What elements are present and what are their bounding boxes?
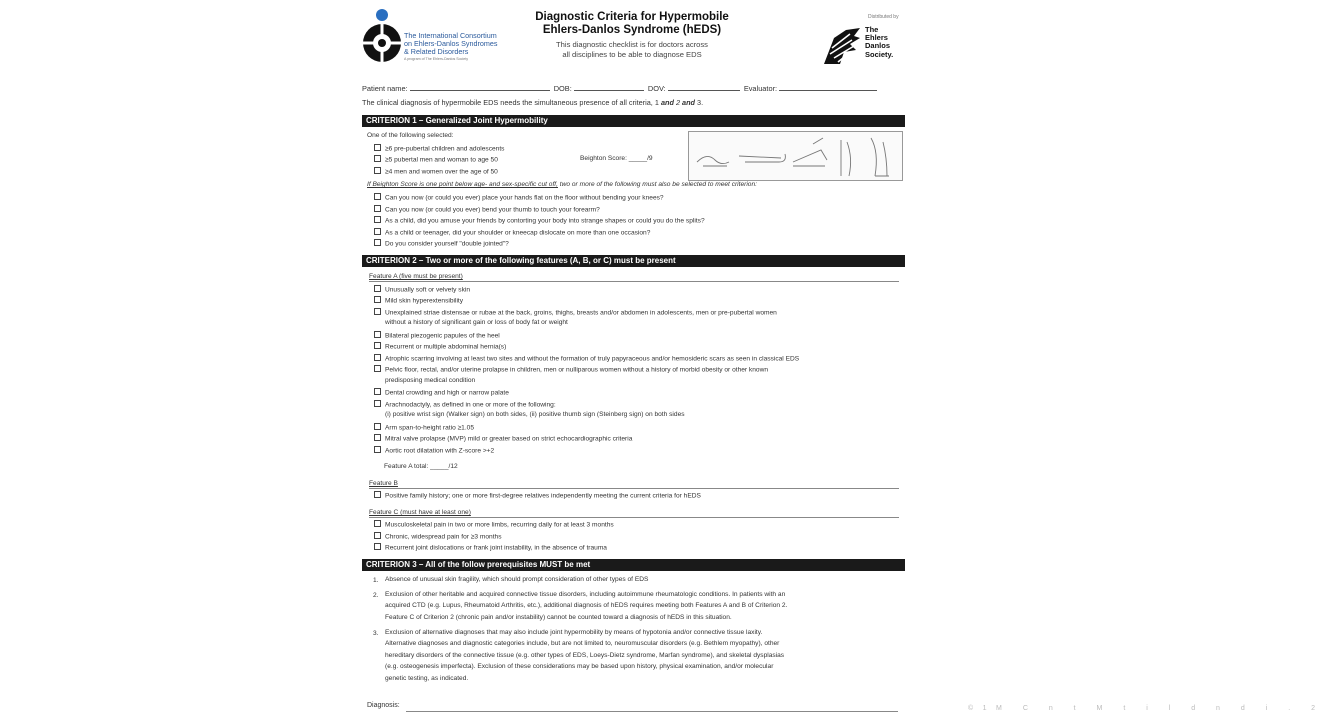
self-report-question bbox=[374, 193, 664, 203]
option-label: ≥5 pubertal men and woman to age 50 bbox=[385, 156, 498, 164]
checkbox[interactable] bbox=[374, 491, 381, 498]
intro-statement bbox=[362, 98, 905, 107]
sponsor-name-line: Danlos bbox=[865, 41, 891, 51]
self-report-question bbox=[374, 228, 650, 238]
org-name-line: on Ehlers-Danlos Syndromes bbox=[404, 39, 498, 49]
item-label: Chronic, widespread pain for ≥3 months bbox=[385, 533, 502, 541]
checkbox[interactable] bbox=[374, 331, 381, 338]
item-label: Atrophic scarring involving at least two sites and without the formation of truly papyraceous and/or hemosideric scars as seen in classical EDS bbox=[385, 355, 800, 363]
checkbox[interactable] bbox=[374, 205, 381, 212]
item-label: Unexplained striae distensae or rubae at the back, groins, thighs, breasts and/or abdomen in adolescents, men or pre-pubertal women bbox=[385, 309, 777, 317]
feature-a-item bbox=[374, 365, 768, 375]
checkbox[interactable] bbox=[374, 167, 381, 174]
eds-society-logo bbox=[820, 13, 908, 69]
beighton-figures-icon bbox=[689, 132, 902, 180]
consortium-emblem-icon bbox=[360, 8, 404, 68]
prerequisite-text: Alternative diagnoses and diagnostic categories include, but are not limited to, neuromuscular disorders (e.g. Bethlem myopathy), other bbox=[385, 640, 780, 647]
beighton-score-field[interactable]: Beighton Score: _____/9 bbox=[580, 155, 653, 162]
document-subtitle bbox=[528, 40, 736, 60]
beighton-cutoff-note bbox=[367, 181, 757, 189]
diagnostic-checklist-page bbox=[358, 0, 908, 720]
feature-a-label: Feature A (five must be present) bbox=[369, 273, 463, 280]
checkbox[interactable] bbox=[374, 543, 381, 550]
dob-field[interactable] bbox=[574, 82, 644, 91]
checkbox[interactable] bbox=[374, 446, 381, 453]
question-label: Can you now (or could you ever) place your hands flat on the floor without bending your knees? bbox=[385, 194, 664, 202]
intro-text: 3. bbox=[695, 98, 704, 107]
title-line: Ehlers-Danlos Syndrome (hEDS) bbox=[542, 24, 722, 36]
org-name-line: & Related Disorders bbox=[404, 47, 469, 57]
cutoff-instruction: two or more of the following must also be selected to meet criterion: bbox=[557, 181, 757, 188]
intro-and: and bbox=[682, 98, 696, 107]
question-label: As a child or teenager, did your shoulder or kneecap dislocate on more than one occasion? bbox=[385, 229, 651, 237]
item-continuation: (i) positive wrist sign (Walker sign) on both sides, (ii) positive thumb sign (Steinberg sign) on both sides bbox=[385, 411, 685, 418]
divider bbox=[369, 517, 899, 518]
feature-a-item bbox=[374, 285, 470, 295]
criterion-1-option bbox=[374, 144, 504, 154]
zebra-head-icon bbox=[820, 24, 864, 68]
self-report-question bbox=[374, 239, 509, 249]
item-label: Aortic root dilatation with Z-score >+2 bbox=[385, 447, 495, 455]
item-continuation: without a history of significant gain or loss of body fat or weight bbox=[385, 319, 568, 326]
beighton-illustrations bbox=[688, 131, 903, 181]
sponsor-name bbox=[865, 26, 893, 59]
evaluator-label: Evaluator: bbox=[743, 84, 778, 93]
feature-b-label: Feature B bbox=[369, 480, 398, 487]
feature-c-label: Feature C (must have at least one) bbox=[369, 509, 471, 516]
subtitle-line: all disciplines to be able to diagnose EDS bbox=[562, 50, 702, 59]
prerequisite-text: hereditary disorders of the connective tissue (e.g. other types of EDS, Loeys-Dietz syndrome, Marfan syndrome), and skeletal dysplasias bbox=[385, 652, 785, 659]
diagnosis-label: Diagnosis: bbox=[367, 702, 400, 709]
item-label: Recurrent or multiple abdominal hernia(s) bbox=[385, 343, 507, 351]
sponsor-label: Distributed by bbox=[868, 14, 899, 20]
intro-and: and bbox=[660, 98, 674, 107]
checkbox[interactable] bbox=[374, 228, 381, 235]
evaluator-field[interactable] bbox=[779, 82, 877, 91]
patient-info-row bbox=[362, 82, 905, 93]
feature-a-item bbox=[374, 296, 463, 306]
prerequisite-text: acquired CTD (e.g. Lupus, Rheumatoid Arthritis, etc.), additional diagnosis of hEDS requires meeting both Features A and B of Criterion 2. bbox=[385, 602, 788, 609]
item-label: Arachnodactyly, as defined in one or more of the following: bbox=[385, 401, 556, 409]
criterion-1-option bbox=[374, 155, 498, 165]
cutoff-condition: If Beighton Score is one point below age- and sex-specific cut off, bbox=[367, 181, 558, 188]
question-label: Can you now (or could you ever) bend your thumb to touch your forearm? bbox=[385, 206, 600, 214]
prerequisite-number: 1. bbox=[373, 577, 379, 584]
prerequisite-text: genetic testing, as indicated. bbox=[385, 675, 469, 682]
question-label: As a child, did you amuse your friends by contorting your body into strange shapes or could you do the splits? bbox=[385, 217, 705, 225]
divider bbox=[369, 488, 899, 489]
item-label: Recurrent joint dislocations or frank joint instability, in the absence of trauma bbox=[385, 544, 607, 552]
feature-a-total-field[interactable]: Feature A total: _____/12 bbox=[384, 463, 458, 470]
sponsor-name-line: The bbox=[865, 25, 879, 34]
subtitle-line: This diagnostic checklist is for doctors across bbox=[556, 40, 708, 49]
prerequisite-number: 2. bbox=[373, 592, 379, 599]
feature-a-item bbox=[374, 308, 777, 318]
criterion-3-heading: CRITERION 3 – All of the follow prerequisites MUST be met bbox=[362, 559, 905, 571]
patient-name-field[interactable] bbox=[410, 82, 550, 91]
faint-footer-text: ©1M C n t M t i l d n d i . 2 bbox=[968, 705, 1325, 712]
prerequisite-text: Exclusion of other heritable and acquired connective tissue disorders, including autoimmune rheumatologic conditions. In patients with an bbox=[385, 591, 786, 598]
consortium-name bbox=[404, 32, 528, 62]
intro-number: 2 bbox=[673, 98, 683, 107]
criterion-1-intro: One of the following selected: bbox=[367, 132, 454, 139]
prerequisite-number: 3. bbox=[373, 630, 379, 637]
feature-b-item bbox=[374, 491, 701, 501]
option-label: ≥6 pre-pubertal children and adolescents bbox=[385, 145, 505, 153]
feature-c-item bbox=[374, 520, 614, 530]
feature-c-item bbox=[374, 543, 607, 553]
checkbox[interactable] bbox=[374, 365, 381, 372]
checkbox[interactable] bbox=[374, 144, 381, 151]
feature-a-item bbox=[374, 354, 799, 364]
feature-a-item bbox=[374, 331, 500, 341]
diagnosis-field[interactable] bbox=[406, 711, 898, 712]
self-report-question bbox=[374, 216, 705, 226]
org-name-line: The International Consortium bbox=[404, 31, 497, 40]
patient-name-label: Patient name: bbox=[362, 84, 408, 93]
checkbox[interactable] bbox=[374, 216, 381, 223]
item-label: Bilateral piezogenic papules of the heel bbox=[385, 332, 500, 340]
checkbox[interactable] bbox=[374, 520, 381, 527]
intro-text: The clinical diagnosis of hypermobile EDS needs the simultaneous presence of all criteria, 1 bbox=[362, 98, 661, 107]
checkbox[interactable] bbox=[374, 434, 381, 441]
option-label: ≥4 men and women over the age of 50 bbox=[385, 168, 498, 176]
feature-a-item bbox=[374, 388, 509, 398]
feature-c-item bbox=[374, 532, 502, 542]
prerequisite-text: Exclusion of alternative diagnoses that may also include joint hypermobility by means of hypotonia and/or connective tissue laxity. bbox=[385, 629, 763, 636]
item-continuation: predisposing medical condition bbox=[385, 377, 476, 384]
self-report-question bbox=[374, 205, 600, 215]
feature-a-item bbox=[374, 423, 474, 433]
prerequisite-text: (e.g. osteogenesis imperfecta). Exclusion of these considerations may be based upon history, physical examination, and/or molecular bbox=[385, 663, 774, 670]
dov-field[interactable] bbox=[668, 82, 740, 91]
checkbox[interactable] bbox=[374, 400, 381, 407]
divider bbox=[369, 281, 899, 282]
checkbox[interactable] bbox=[374, 193, 381, 200]
checkbox[interactable] bbox=[374, 285, 381, 292]
checkbox[interactable] bbox=[374, 388, 381, 395]
org-tagline: A program of The Ehlers-Danlos Society bbox=[404, 56, 469, 61]
prerequisite-text: Absence of unusual skin fragility, which should prompt consideration of other types of EDS bbox=[385, 576, 649, 583]
checkbox[interactable] bbox=[374, 354, 381, 361]
checkbox[interactable] bbox=[374, 342, 381, 349]
item-label: Dental crowding and high or narrow palate bbox=[385, 389, 509, 397]
checkbox[interactable] bbox=[374, 239, 381, 246]
title-line: Diagnostic Criteria for Hypermobile bbox=[535, 11, 729, 23]
criterion-1-option bbox=[374, 167, 498, 177]
checkbox[interactable] bbox=[374, 296, 381, 303]
feature-a-item bbox=[374, 434, 632, 444]
sponsor-name-line: Society. bbox=[865, 49, 894, 59]
feature-a-item bbox=[374, 342, 506, 352]
checkbox[interactable] bbox=[374, 308, 381, 315]
item-label: Mitral valve prolapse (MVP) mild or greater based on strict echocardiographic criteria bbox=[385, 435, 633, 443]
checkbox[interactable] bbox=[374, 532, 381, 539]
item-label: Arm span-to-height ratio ≥1.05 bbox=[385, 424, 475, 432]
item-label: Pelvic floor, rectal, and/or uterine prolapse in children, men or nulliparous women without a history of morbid obesity or other known bbox=[385, 366, 768, 374]
item-label: Mild skin hyperextensibility bbox=[385, 297, 464, 305]
checkbox[interactable] bbox=[374, 423, 381, 430]
document-title bbox=[528, 11, 736, 37]
item-label: Musculoskeletal pain in two or more limbs, recurring daily for at least 3 months bbox=[385, 521, 614, 529]
prerequisite-text: Feature C of Criterion 2 (chronic pain and/or instability) cannot be counted toward a diagnosis of hEDS in this situation. bbox=[385, 614, 732, 621]
item-label: Unusually soft or velvety skin bbox=[385, 286, 471, 294]
criterion-2-heading: CRITERION 2 – Two or more of the following features (A, B, or C) must be present bbox=[362, 255, 905, 267]
question-label: Do you consider yourself "double jointed"? bbox=[385, 240, 509, 248]
sponsor-name-line: Ehlers bbox=[865, 33, 888, 43]
dov-label: DOV: bbox=[647, 84, 666, 93]
consortium-logo bbox=[360, 8, 528, 68]
feature-a-item bbox=[374, 400, 556, 410]
feature-a-item bbox=[374, 446, 494, 456]
document-title-block bbox=[528, 11, 736, 60]
criterion-1-heading: CRITERION 1 – Generalized Joint Hypermobility bbox=[362, 115, 905, 127]
dob-label: DOB: bbox=[553, 84, 572, 93]
item-label: Positive family history; one or more first-degree relatives independently meeting the current criteria for hEDS bbox=[385, 492, 701, 500]
checkbox[interactable] bbox=[374, 155, 381, 162]
